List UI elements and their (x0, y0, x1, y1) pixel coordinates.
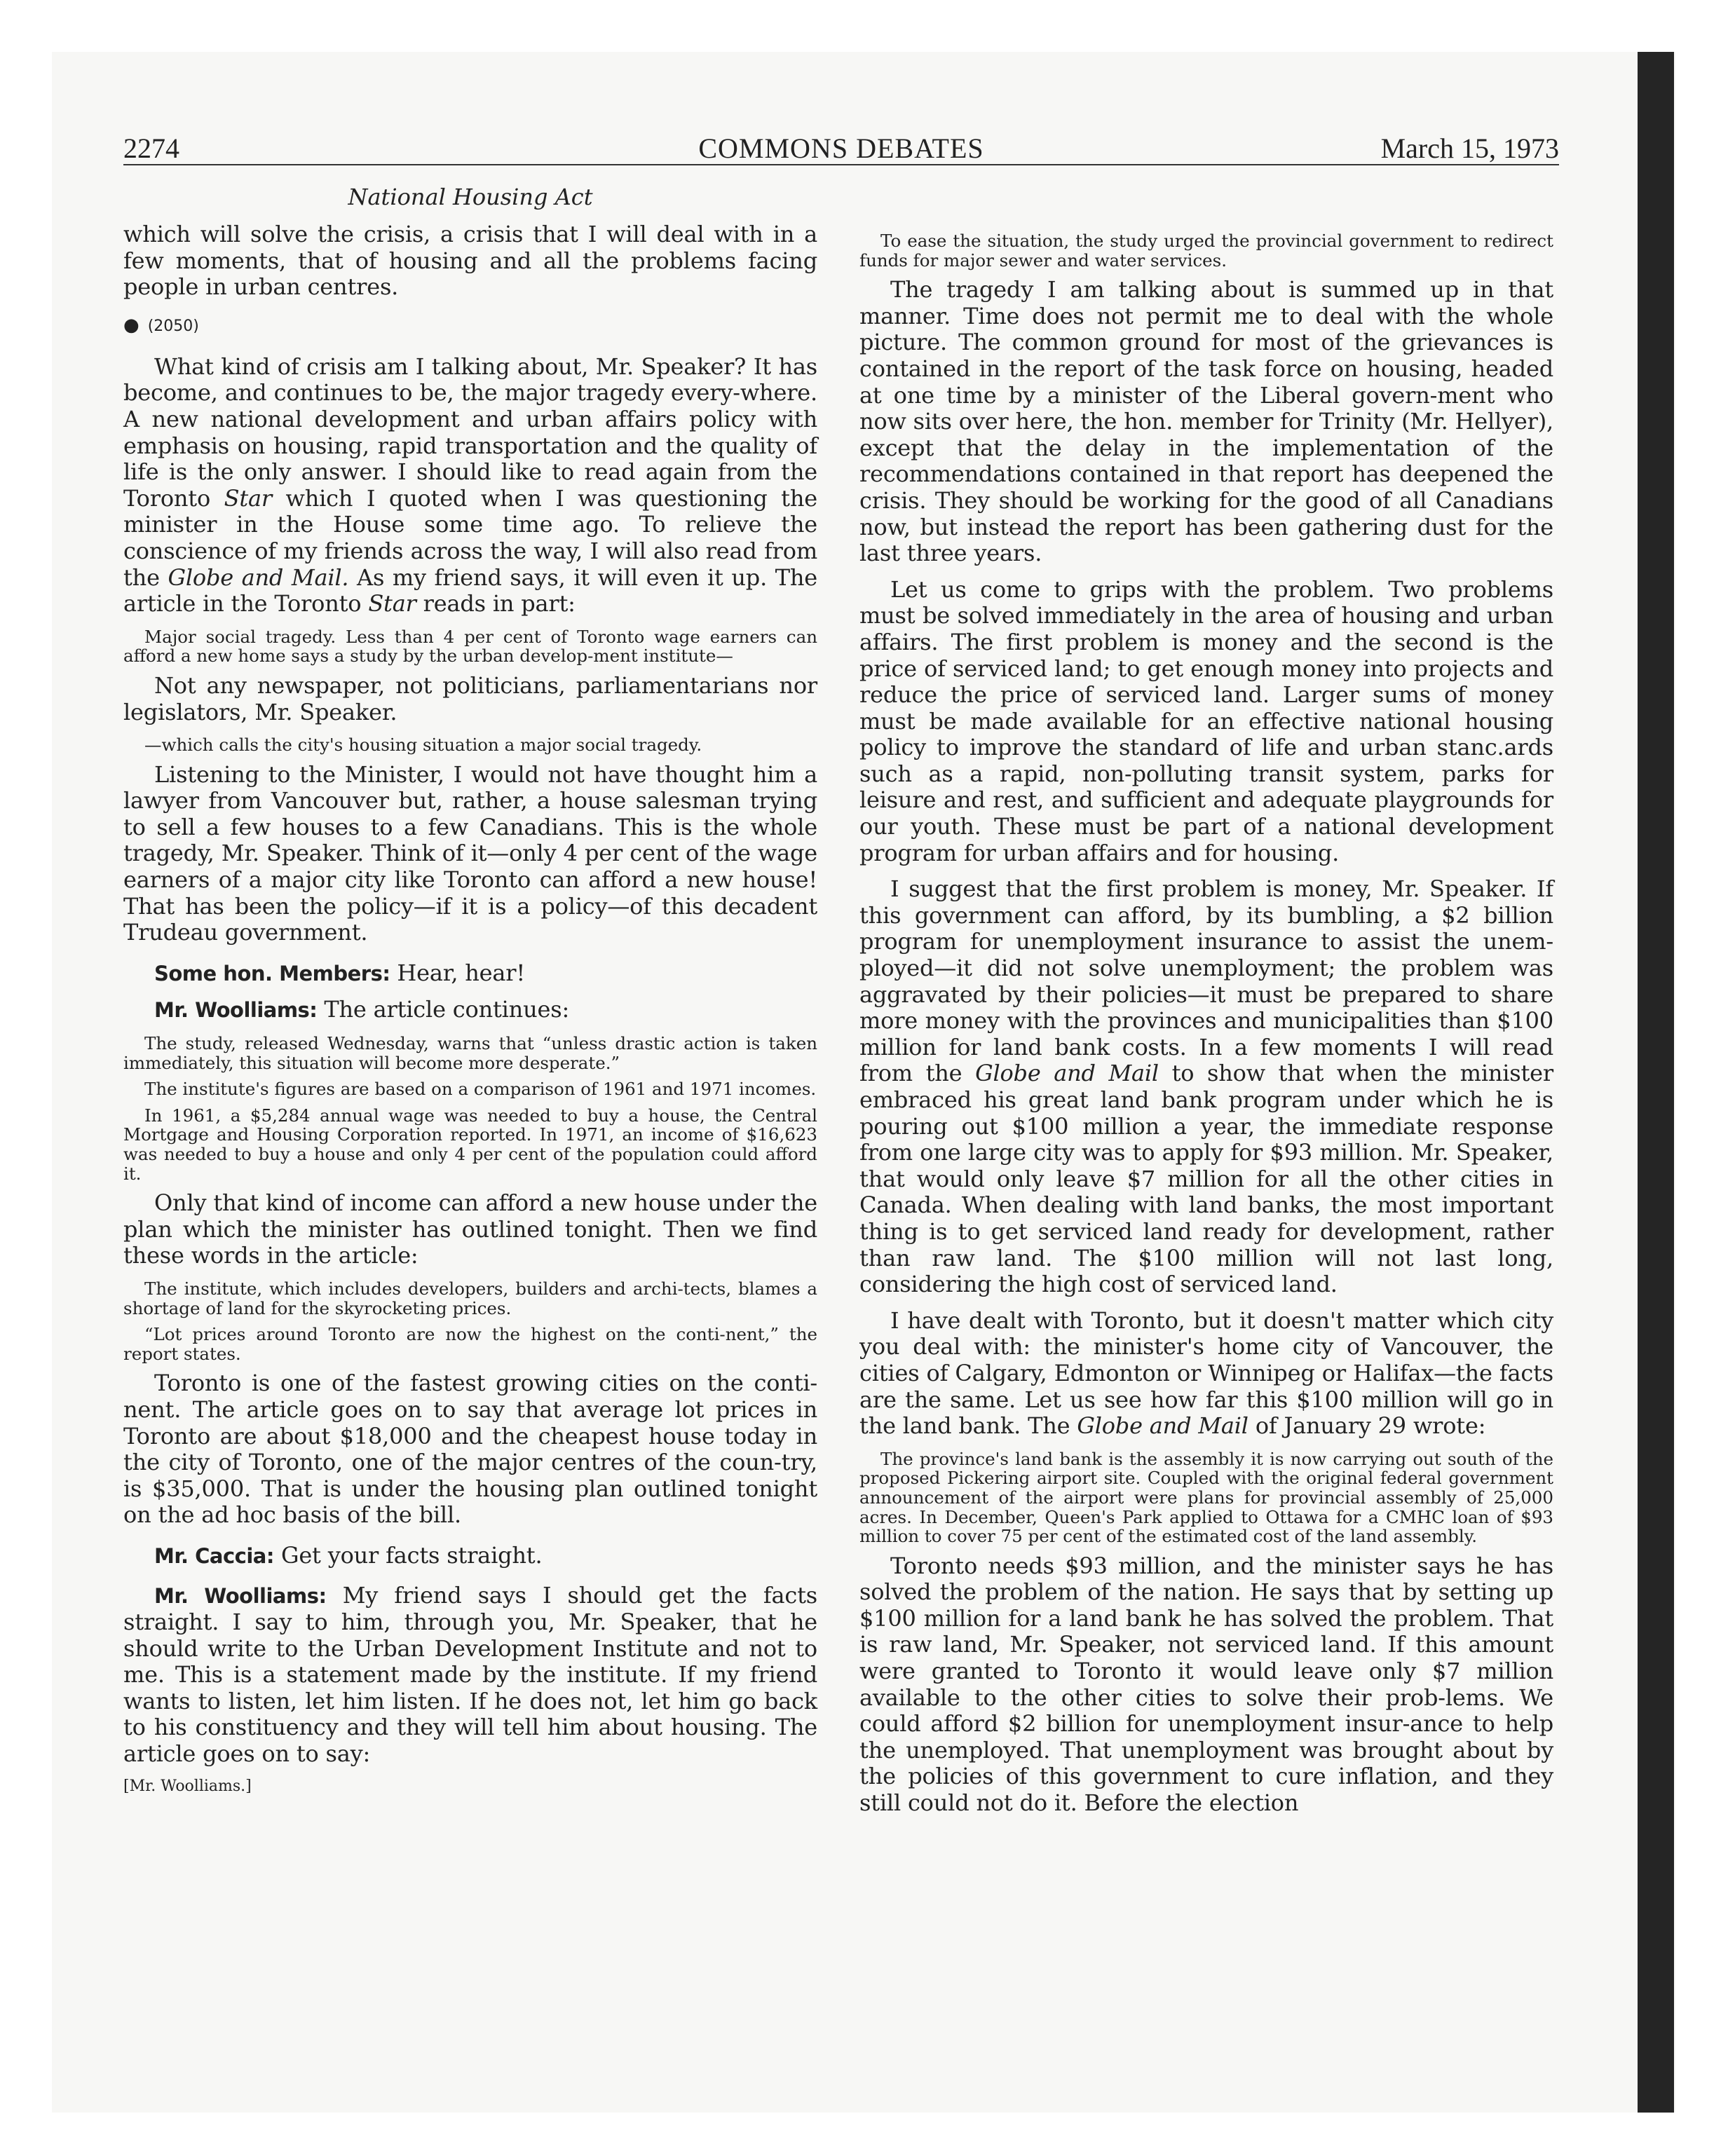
paragraph (859, 876, 1553, 1298)
quotation: Major social tragedy. Less than 4 per cent of Toronto wage earners can afford a new home says a study by the urban develop-ment institute— (123, 626, 817, 667)
time-marker-label: (2050) (147, 317, 199, 335)
time-marker (123, 315, 817, 336)
text-run: What kind of crisis am I talking about, Mr. Speaker? It has become, and continues to be, the major tragedy every-where. A new national development and urban affairs policy with emphasis on housing, rapid transportation and the quality of life is the only answer. I should like to read again from the Toronto (123, 353, 817, 512)
subject-heading: National Housing Act (348, 184, 593, 210)
text-run: I suggest that the first problem is money, Mr. Speaker. If this government can afford, by its bumbling, a $2 billion program for unemployment insurance to assist the unem-ployed—it did not solve unemployment; the problem was aggravated by their policies—it must be prepared to share more money with the provinces and municipalities than $100 million for land bank costs. In a few moments I will read from the (859, 875, 1553, 1087)
speaker-line (123, 1543, 817, 1570)
speaker-name: Mr. Woolliams: (154, 1583, 327, 1608)
newspaper-name: Globe and Mail (1077, 1412, 1248, 1440)
left-column (123, 221, 817, 1795)
text-run: of January 29 wrote: (1248, 1412, 1486, 1440)
speaker-line (123, 997, 817, 1024)
quotation: To ease the situation, the study urged the provincial government to redirect funds for major sewer and water services. (859, 231, 1553, 271)
paragraph (859, 1308, 1553, 1440)
scan-edge-shadow (1638, 52, 1674, 2113)
paragraph: Toronto needs $93 million, and the minister says he has solved the problem of the nation. He says that by setting up $100 million for a land bank he has solved the problem. That is raw land, Mr. Speaker, not serviced land. If this amount were granted to Toronto it would leave only $7 million available to the other cities to solve their prob-lems. We could afford $2 billion for unemployment insur-ance to help the unemployed. That unemployment was brought about by the policies of this government to cure inflation, and they still could not do it. Before the election (859, 1552, 1553, 1817)
right-column (859, 228, 1553, 1827)
paragraph: Let us come to grips with the problem. Two problems must be solved immediately in the area of housing and urban affairs. The first problem is money and the second is the price of serviced land; to get enough money into projects and reduce the price of serviced land. Larger sums of money must be made available for an effective national housing policy to improve the standard of life and urban stanc.ards such as a rapid, non-polluting transit system, parks for leisure and rest, and sufficient and adequate playgrounds for our youth. These must be part of a national development program for urban affairs and for housing. (859, 575, 1553, 866)
paragraph: Toronto is one of the fastest growing cities on the conti-nent. The article goes on to say that average lot prices in Toronto are about $18,000 and the cheapest house today in the city of Toronto, one of the major centres of the coun-try, is $35,000. That is under the housing plan outlined tonight on the ad hoc basis of the bill. (123, 1370, 817, 1529)
newspaper-name: Star (224, 484, 272, 512)
speaker-text: Hear, hear! (390, 959, 526, 986)
quotation: “Lot prices around Toronto are now the highest on the conti-nent,” the report states. (123, 1324, 817, 1364)
speaker-attribution: [Mr. Woolliams.] (123, 1777, 252, 1795)
paragraph: The tragedy I am talking about is summed up in that manner. Time does not permit me to deal with the whole picture. The common ground for most of the grievances is contained in the report of the task force on housing, headed at one time by a minister of the Liberal govern-ment who now sits over here, the hon. member for Trinity (Mr. Hellyer), except that the delay in the implementation of the recommendations contained in that report has deepened the crisis. They should be working for the good of all Canadians now, but instead the report has been gathering dust for the last three years. (859, 276, 1554, 567)
quotation: The province's land bank is the assembly it is now carrying out south of the proposed Pickering airport site. Coupled with the original federal government announcement of the airport were plans for provincial assembly of 25,000 acres. In December, Queen's Park applied to Ottawa for a CMHC loan of $93 million to cover 75 per cent of the estimated cost of the land assembly. (859, 1448, 1553, 1547)
speaker-line (123, 960, 817, 988)
speaker-line (123, 1583, 817, 1768)
text-run: reads in part: (416, 590, 576, 618)
speaker-text: The article continues: (317, 996, 570, 1023)
quotation: The study, released Wednesday, warns that “unless drastic action is taken immediately, this situation will become more desperate.” (123, 1033, 817, 1073)
paragraph: Not any newspaper, not politicians, parliamentarians nor legislators, Mr. Speaker. (123, 671, 817, 725)
speaker-name: Mr. Caccia: (154, 1543, 274, 1568)
speaker-text: Get your facts straight. (273, 1541, 543, 1569)
text-run: to show that when the minister embraced his great land bank program under which he is pouring out $100 million a year, the immediate response from one large city was to apply for $93 million. Mr. Speaker, that would only leave $7 million for all the other cities in Canada. When dealing with land banks, the most important thing is to get serviced land ready for development, rather than raw land. The $100 million will not last long, considering the high cost of serviced land. (859, 1060, 1554, 1298)
quotation: The institute's figures are based on a comparison of 1961 and 1971 incomes. (144, 1079, 817, 1100)
text-run: I have dealt with Toronto, but it doesn't matter which city you deal with: the minister's home city of Vancouver, the cities of Calgary, Edmonton or Winnipeg or Halifax—the facts are the same. Let us see how far this $100 million will go in the land bank. The (859, 1306, 1553, 1440)
publication-date: March 15, 1973 (1380, 132, 1559, 164)
speaker-name: Some hon. Members: (154, 961, 390, 985)
text-run: As my friend says, it will even it up. The article in the Toronto (123, 564, 817, 618)
bullet-icon: ● (123, 314, 140, 336)
publication-title: COMMONS DEBATES (698, 132, 984, 164)
newspaper-name: Globe and Mail (975, 1060, 1159, 1087)
paragraph: Only that kind of income can afford a new house under the plan which the minister has outlined tonight. Then we find these words in the article: (123, 1189, 817, 1269)
paragraph: Listening to the Minister, I would not have thought him a lawyer from Vancouver but, rather, a house salesman trying to sell a few houses to a few Canadians. This is the whole tragedy, Mr. Speaker. Think of it—only 4 per cent of the wage earners of a major city like Toronto can afford a new house! That has been the policy—if it is a policy—of this decadent Trudeau government. (123, 760, 817, 946)
page-header (123, 132, 1559, 165)
newspaper-name: Globe and Mail. (168, 564, 349, 591)
speaker-text: My friend says I should get the facts straight. I say to him, through you, Mr. Speaker, that he should write to the Urban Development Institute and not to me. This is a statement made by the institute. If my friend wants to listen, let him listen. If he does not, let him go back to his constituency and they will tell him about housing. The article goes on to say: (123, 1581, 818, 1768)
quotation: The institute, which includes developers, builders and archi-tects, blames a shortage of land for the skyrocketing prices. (123, 1278, 817, 1318)
newspaper-name: Star (368, 590, 416, 618)
paragraph: which will solve the crisis, a crisis that I will deal with in a few moments, that of housing and all the problems facing people in urban centres. (123, 221, 817, 301)
paragraph (123, 354, 817, 618)
text-run: which I quoted when I was questioning the minister in the House some time ago. To relieve the conscience of my friends across the way, I will also read from the (123, 484, 817, 591)
quotation: In 1961, a $5,284 annual wage was needed to buy a house, the Central Mortgage and Housing Corporation reported. In 1971, an income of $16,623 was needed to buy a house and only 4 per cent of the population could afford it. (123, 1105, 817, 1184)
speaker-name: Mr. Woolliams: (154, 998, 318, 1023)
page-number: 2274 (123, 132, 179, 164)
quotation: —which calls the city's housing situation a major social tragedy. (144, 735, 702, 756)
